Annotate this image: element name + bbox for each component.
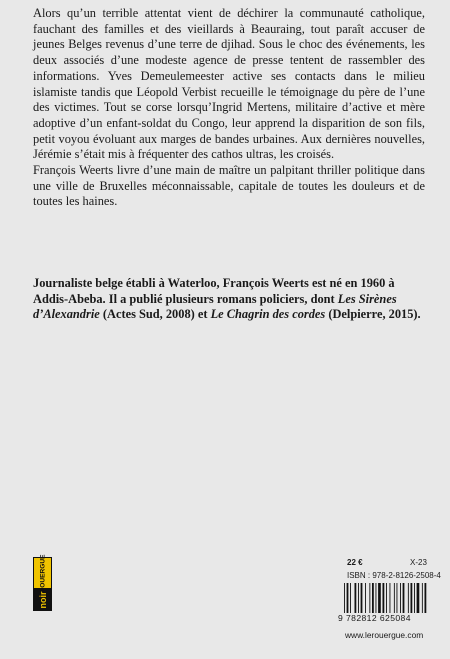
- bio-text: (Actes Sud, 2008) et: [99, 307, 211, 322]
- barcode-bar: [417, 583, 420, 613]
- barcode-bar: [414, 583, 415, 613]
- barcode-bar: [411, 583, 413, 613]
- summary-paragraph: François Weerts livre d’une main de maître un palpitant thriller politique dans une ville de Bruxelles méconnaissable, capitale de toutes les douleurs et de toutes les haines.: [33, 163, 425, 209]
- book-summary: [33, 6, 425, 210]
- barcode-bar: [361, 583, 363, 613]
- rouergue-noir-logo: [33, 554, 52, 611]
- barcode-bar: [378, 583, 381, 613]
- bio-intro: Journaliste belge établi à Waterloo, François Weerts est né en 1960 à Addis-Abeba. Il a publié plusieurs romans policiers, dont: [33, 276, 395, 306]
- barcode-bar: [347, 583, 349, 613]
- barcode-bar: [394, 583, 395, 613]
- barcode-bar: [376, 583, 377, 613]
- barcode-bar: [403, 583, 405, 613]
- barcode-bar: [425, 583, 427, 613]
- author-bio: [33, 276, 425, 323]
- barcode-bar: [350, 583, 351, 613]
- barcode-bar: [397, 583, 398, 613]
- barcode-bar: [383, 583, 385, 613]
- barcode-bar: [390, 583, 391, 613]
- barcode-bar: [358, 583, 359, 613]
- logo-bottom-text: noir: [37, 591, 48, 609]
- barcode-bar: [408, 583, 409, 613]
- summary-paragraph: Alors qu’un terrible attentat vient de déchirer la communauté catholique, fauchant des familles et des vieillards à Beauraing, tout paraît accuser de jeunes Belges revenus d’une terre de djihad. Sous le choc des événements, les deux associés d’une modeste agence de presse tentent de rassembler des informations. Yves Demeulemeester active ses contacts dans le milieu islamiste tandis que Léopold Verbist recueille le témoignage du père de l’une des victimes. Tout se corse lorsqu’Ingrid Mertens, militaire d’active et mère adoptive d’un enfant-soldat du Congo, leur apprend la disparition de son fils, petit voyou évoluant aux marges de bandes urbaines. Aux dernières nouvelles, Jérémie s’était mis à fréquenter des cathos ultras, les croisés.: [33, 6, 425, 162]
- barcode-bar: [422, 583, 423, 613]
- barcode-bar: [386, 583, 387, 613]
- product-code: X-23: [410, 558, 427, 567]
- barcode: [343, 583, 431, 613]
- publisher-website: www.lerouergue.com: [345, 630, 424, 640]
- barcode-bar: [365, 583, 366, 613]
- barcode-digits: 9 782812 625084: [338, 613, 411, 623]
- price: 22 €: [347, 558, 363, 567]
- barcode-bar: [369, 583, 370, 613]
- barcode-bar: [344, 583, 345, 613]
- barcode-bar: [372, 583, 374, 613]
- isbn: ISBN : 978-2-8126-2508-4: [347, 571, 441, 580]
- bio-text: (Delpierre, 2015).: [325, 307, 421, 322]
- logo-top-text: ROUERGUE: [39, 554, 46, 593]
- barcode-bar: [400, 583, 401, 613]
- barcode-bar: [355, 583, 357, 613]
- book-title: Les Sirènes d’Alexandrie: [33, 291, 397, 322]
- book-title: Le Chagrin des cordes: [210, 307, 326, 322]
